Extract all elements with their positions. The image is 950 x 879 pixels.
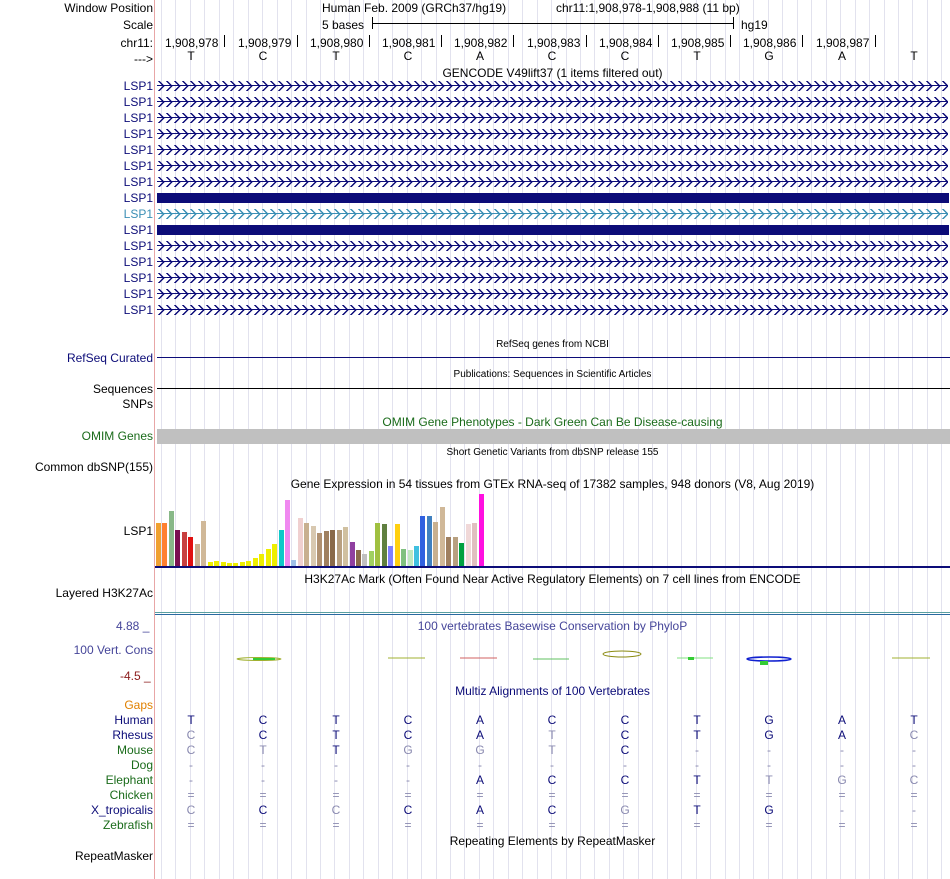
gencode-gene-feature[interactable] bbox=[157, 289, 948, 299]
alignment-base: A bbox=[475, 803, 484, 817]
omim-track-title[interactable]: OMIM Gene Phenotypes - Dark Green Can Be Disease-causing bbox=[382, 415, 723, 429]
gtex-tissue-bar[interactable] bbox=[388, 546, 393, 566]
alignment-base: = bbox=[693, 788, 701, 802]
gencode-gene-label[interactable]: LSP1 bbox=[123, 207, 153, 221]
alignment-base: A bbox=[837, 713, 846, 727]
base-letter: C bbox=[547, 49, 557, 63]
alignment-base: - bbox=[912, 743, 916, 757]
gtex-tissue-bar[interactable] bbox=[317, 533, 322, 566]
alignment-base: C bbox=[258, 728, 268, 742]
alignment-base: = bbox=[259, 818, 267, 832]
gtex-tissue-bar[interactable] bbox=[369, 551, 374, 566]
gtex-track-label[interactable]: LSP1 bbox=[123, 524, 153, 538]
refseq-line bbox=[157, 357, 950, 358]
gtex-tissue-bar[interactable] bbox=[479, 494, 484, 566]
alignment-base: = bbox=[404, 788, 412, 802]
alignment-base: - bbox=[550, 758, 554, 772]
alignment-base: G bbox=[475, 743, 485, 757]
alignment-base: C bbox=[620, 728, 630, 742]
alignment-base: C bbox=[186, 803, 196, 817]
alignment-base: - bbox=[406, 773, 410, 787]
alignment-base: - bbox=[406, 758, 410, 772]
strand-chevrons bbox=[157, 81, 948, 91]
publications-label-line2[interactable]: SNPs bbox=[122, 397, 153, 411]
chrom-label: chr11: bbox=[120, 36, 153, 50]
refseq-track-title[interactable]: RefSeq genes from NCBI bbox=[496, 339, 609, 350]
phylop-mark bbox=[603, 651, 641, 657]
alignment-base: C bbox=[186, 728, 196, 742]
multiz-species-label[interactable]: X_tropicalis bbox=[90, 803, 153, 817]
alignment-base: T bbox=[910, 713, 918, 727]
strand-chevrons bbox=[157, 305, 948, 315]
alignment-base: A bbox=[837, 728, 846, 742]
coord-tick bbox=[224, 35, 225, 47]
alignment-base: - bbox=[189, 773, 193, 787]
phylop-max-label: 4.88 _ bbox=[116, 619, 150, 633]
gtex-tissue-bar[interactable] bbox=[350, 542, 355, 566]
alignment-base: T bbox=[332, 743, 340, 757]
strand-chevrons bbox=[157, 273, 948, 283]
alignment-base: = bbox=[332, 788, 340, 802]
coord-tick bbox=[586, 35, 587, 47]
alignment-base: C bbox=[620, 743, 630, 757]
gencode-gene-label[interactable]: LSP1 bbox=[123, 95, 153, 109]
alignment-base: - bbox=[840, 758, 844, 772]
base-letter: A bbox=[475, 49, 484, 63]
gtex-tissue-bar[interactable] bbox=[182, 532, 187, 566]
window-position-label: Window Position bbox=[64, 1, 153, 15]
base-letter: T bbox=[332, 49, 340, 63]
alignment-base: = bbox=[187, 788, 195, 802]
gencode-gene-label[interactable]: LSP1 bbox=[123, 191, 153, 205]
coord-tick bbox=[875, 35, 876, 47]
label-divider bbox=[154, 0, 155, 879]
gencode-gene-feature[interactable] bbox=[157, 193, 949, 203]
gtex-tissue-bar[interactable] bbox=[324, 531, 329, 566]
coord-tick bbox=[441, 35, 442, 47]
strand-chevrons bbox=[157, 97, 948, 107]
alignment-base: C bbox=[547, 713, 557, 727]
alignment-base: = bbox=[187, 818, 195, 832]
strand-chevrons bbox=[157, 257, 948, 267]
gencode-gene-label[interactable]: LSP1 bbox=[123, 287, 153, 301]
gaps-label[interactable]: Gaps bbox=[124, 698, 153, 712]
alignment-base: = bbox=[621, 818, 629, 832]
base-letter: T bbox=[693, 49, 701, 63]
gencode-track-title[interactable]: GENCODE V49lift37 (1 items filtered out) bbox=[442, 66, 663, 80]
strand-label: ---> bbox=[134, 52, 153, 66]
gencode-gene-feature[interactable] bbox=[157, 161, 948, 171]
gencode-gene-label[interactable]: LSP1 bbox=[123, 271, 153, 285]
coord-label: 1,908,987 bbox=[816, 36, 870, 50]
gencode-gene-feature[interactable] bbox=[157, 241, 948, 251]
gtex-tissue-bar[interactable] bbox=[395, 524, 400, 566]
publications-line bbox=[157, 388, 950, 389]
omim-feature[interactable] bbox=[157, 429, 950, 444]
scale-bar bbox=[372, 23, 733, 24]
gtex-tissue-bar[interactable] bbox=[401, 549, 406, 566]
strand-chevrons bbox=[157, 129, 948, 139]
alignment-base: G bbox=[403, 743, 413, 757]
coord-tick bbox=[802, 35, 803, 47]
alignment-base: - bbox=[840, 803, 844, 817]
alignment-base: - bbox=[767, 758, 771, 772]
coord-label: 1,908,986 bbox=[743, 36, 797, 50]
phylop-graph[interactable] bbox=[155, 645, 950, 673]
alignment-base: G bbox=[837, 773, 847, 787]
phylop-mark bbox=[747, 657, 791, 661]
alignment-base: = bbox=[765, 788, 773, 802]
db-label: hg19 bbox=[741, 18, 768, 32]
gtex-baseline bbox=[155, 566, 950, 568]
gtex-tissue-bar[interactable] bbox=[375, 523, 380, 566]
gtex-tissue-bar[interactable] bbox=[343, 527, 348, 566]
alignment-base: T bbox=[693, 773, 701, 787]
phylop-track-label[interactable]: 100 Vert. Cons bbox=[73, 643, 153, 657]
gencode-gene-label[interactable]: LSP1 bbox=[123, 159, 153, 173]
gtex-tissue-bar[interactable] bbox=[156, 523, 161, 566]
refseq-track-label[interactable]: RefSeq Curated bbox=[66, 351, 153, 365]
alignment-base: - bbox=[478, 758, 482, 772]
gtex-tissue-bar[interactable] bbox=[337, 530, 342, 566]
multiz-species-label[interactable]: Elephant bbox=[105, 773, 153, 787]
gtex-tissue-bar[interactable] bbox=[266, 549, 271, 566]
gtex-tissue-bar[interactable] bbox=[414, 546, 419, 566]
alignment-base: C bbox=[403, 803, 413, 817]
alignment-base: = bbox=[693, 818, 701, 832]
gtex-tissue-bar[interactable] bbox=[304, 523, 309, 566]
alignment-base: - bbox=[695, 758, 699, 772]
gtex-tissue-bar[interactable] bbox=[420, 516, 425, 566]
gtex-tissue-bar[interactable] bbox=[408, 550, 413, 566]
position-text: chr11:1,908,978-1,908,988 (11 bp) bbox=[556, 1, 740, 15]
gtex-tissue-bar[interactable] bbox=[459, 543, 464, 566]
scale-value: 5 bases bbox=[322, 18, 365, 32]
alignment-base: = bbox=[621, 788, 629, 802]
dbsnp-track-title[interactable]: Short Genetic Variants from dbSNP release 155 bbox=[446, 447, 659, 458]
alignment-base: G bbox=[620, 803, 630, 817]
gencode-gene-feature[interactable] bbox=[157, 257, 948, 267]
alignment-base: - bbox=[261, 758, 265, 772]
strand-chevrons bbox=[157, 161, 948, 171]
alignment-base: - bbox=[912, 803, 916, 817]
gtex-tissue-bar[interactable] bbox=[382, 524, 387, 566]
alignment-base: T bbox=[332, 713, 340, 727]
gtex-bar-chart[interactable] bbox=[155, 492, 950, 566]
h3k27ac-signal-line bbox=[155, 612, 950, 613]
gtex-tissue-bar[interactable] bbox=[188, 537, 193, 566]
base-letter: T bbox=[910, 49, 918, 63]
h3k27ac-track-label[interactable]: Layered H3K27Ac bbox=[55, 586, 153, 600]
alignment-base: = bbox=[910, 818, 918, 832]
gtex-tissue-bar[interactable] bbox=[253, 558, 258, 566]
coord-label: 1,908,985 bbox=[671, 36, 725, 50]
strand-chevrons bbox=[157, 209, 948, 219]
alignment-base: C bbox=[258, 803, 268, 817]
alignment-base: T bbox=[548, 728, 556, 742]
h3k27ac-track-title[interactable]: H3K27Ac Mark (Often Found Near Active Regulatory Elements) on 7 cell lines from ENCODE bbox=[304, 572, 801, 586]
gencode-gene-label[interactable]: LSP1 bbox=[123, 111, 153, 125]
coord-label: 1,908,982 bbox=[454, 36, 508, 50]
coord-tick bbox=[730, 35, 731, 47]
alignment-base: T bbox=[332, 728, 340, 742]
phylop-track-title[interactable]: 100 vertebrates Basewise Conservation by PhyloP bbox=[417, 619, 688, 633]
assembly-text: Human Feb. 2009 (GRCh37/hg19) bbox=[322, 1, 507, 15]
coord-tick bbox=[297, 35, 298, 47]
strand-chevrons bbox=[157, 177, 948, 187]
gtex-tissue-bar[interactable] bbox=[433, 522, 438, 566]
gencode-gene-feature[interactable] bbox=[157, 97, 948, 107]
dbsnp-track-label[interactable]: Common dbSNP(155) bbox=[34, 460, 153, 474]
alignment-base: C bbox=[547, 803, 557, 817]
alignment-base: = bbox=[838, 818, 846, 832]
alignment-base: G bbox=[764, 803, 774, 817]
multiz-track-title[interactable]: Multiz Alignments of 100 Vertebrates bbox=[455, 684, 650, 698]
gencode-gene-label[interactable]: LSP1 bbox=[123, 223, 153, 237]
alignment-base: C bbox=[403, 713, 413, 727]
alignment-base: C bbox=[258, 713, 268, 727]
gtex-tissue-bar[interactable] bbox=[259, 554, 264, 566]
gtex-tissue-bar[interactable] bbox=[427, 516, 432, 566]
strand-chevrons bbox=[157, 241, 948, 251]
alignment-base: C bbox=[909, 773, 919, 787]
alignment-base: = bbox=[476, 818, 484, 832]
gencode-gene-feature[interactable] bbox=[157, 177, 948, 187]
phylop-min-label: -4.5 _ bbox=[120, 669, 151, 683]
alignment-base: - bbox=[334, 758, 338, 772]
coord-tick bbox=[513, 35, 514, 47]
gtex-tissue-bar[interactable] bbox=[330, 530, 335, 566]
gencode-gene-feature[interactable] bbox=[157, 273, 948, 283]
gencode-gene-label[interactable]: LSP1 bbox=[123, 127, 153, 141]
gtex-tissue-bar[interactable] bbox=[453, 537, 458, 566]
coord-label: 1,908,983 bbox=[527, 36, 581, 50]
gencode-gene-feature[interactable] bbox=[157, 209, 948, 219]
h3k27ac-signal-line-2 bbox=[155, 614, 950, 615]
base-letter: C bbox=[620, 49, 630, 63]
scale-label: Scale bbox=[122, 18, 153, 32]
coord-tick bbox=[658, 35, 659, 47]
phylop-mark bbox=[760, 661, 768, 665]
alignment-base: C bbox=[186, 743, 196, 757]
alignment-base: G bbox=[764, 728, 774, 742]
gencode-gene-label[interactable]: LSP1 bbox=[123, 143, 153, 157]
alignment-base: C bbox=[620, 773, 630, 787]
gtex-tissue-bar[interactable] bbox=[466, 524, 471, 566]
omim-track-label[interactable]: OMIM Genes bbox=[81, 429, 153, 443]
alignment-base: = bbox=[910, 788, 918, 802]
phylop-mark bbox=[688, 657, 694, 660]
alignment-base: A bbox=[475, 728, 484, 742]
gencode-gene-feature[interactable] bbox=[157, 113, 948, 123]
multiz-species-label[interactable]: Dog bbox=[130, 758, 153, 772]
gtex-tissue-bar[interactable] bbox=[311, 526, 316, 566]
base-letter: T bbox=[187, 49, 195, 63]
alignment-base: T bbox=[693, 803, 701, 817]
gtex-tissue-bar[interactable] bbox=[175, 530, 180, 566]
gtex-tissue-bar[interactable] bbox=[356, 550, 361, 566]
alignment-base: - bbox=[623, 758, 627, 772]
base-letter: A bbox=[837, 49, 846, 63]
gencode-gene-feature[interactable] bbox=[157, 305, 948, 315]
gencode-gene-feature[interactable] bbox=[157, 129, 948, 139]
gtex-tissue-bar[interactable] bbox=[201, 521, 206, 566]
alignment-base: = bbox=[332, 818, 340, 832]
gencode-gene-label[interactable]: LSP1 bbox=[123, 239, 153, 253]
multiz-species-label[interactable]: Human bbox=[114, 713, 153, 727]
alignment-base: G bbox=[764, 713, 774, 727]
base-letter: G bbox=[764, 49, 774, 63]
alignment-base: T bbox=[765, 773, 773, 787]
phylop-mark bbox=[253, 658, 275, 660]
gtex-tissue-bar[interactable] bbox=[440, 507, 445, 566]
gtex-tissue-bar[interactable] bbox=[285, 500, 290, 566]
gencode-gene-label[interactable]: LSP1 bbox=[123, 79, 153, 93]
scale-bar-right-tick bbox=[733, 17, 734, 29]
alignment-base: = bbox=[548, 818, 556, 832]
alignment-base: = bbox=[259, 788, 267, 802]
multiz-species-label[interactable]: Zebrafish bbox=[102, 818, 153, 832]
alignment-base: T bbox=[693, 713, 701, 727]
alignment-base: A bbox=[475, 713, 484, 727]
alignment-base: C bbox=[403, 728, 413, 742]
alignment-base: C bbox=[331, 803, 341, 817]
gencode-gene-feature[interactable] bbox=[157, 145, 948, 155]
alignment-base: - bbox=[767, 743, 771, 757]
alignment-base: C bbox=[547, 773, 557, 787]
alignment-base: = bbox=[838, 788, 846, 802]
gencode-gene-label[interactable]: LSP1 bbox=[123, 175, 153, 189]
alignment-base: C bbox=[909, 728, 919, 742]
multiz-species-label[interactable]: Chicken bbox=[109, 788, 153, 802]
alignment-base: A bbox=[475, 773, 484, 787]
coord-label: 1,908,980 bbox=[310, 36, 364, 50]
alignment-base: - bbox=[695, 743, 699, 757]
alignment-base: T bbox=[548, 743, 556, 757]
alignment-base: - bbox=[334, 773, 338, 787]
repeatmasker-track-title[interactable]: Repeating Elements by RepeatMasker bbox=[449, 834, 656, 848]
alignment-base: = bbox=[404, 818, 412, 832]
gencode-gene-label[interactable]: LSP1 bbox=[123, 255, 153, 269]
gencode-gene-label[interactable]: LSP1 bbox=[123, 303, 153, 317]
gtex-track-title[interactable]: Gene Expression in 54 tissues from GTEx RNA-seq of 17382 samples, 948 donors (V8, Aug 2019) bbox=[290, 477, 815, 491]
gtex-tissue-bar[interactable] bbox=[169, 511, 174, 566]
alignment-base: = bbox=[548, 788, 556, 802]
coord-label: 1,908,984 bbox=[599, 36, 653, 50]
gtex-tissue-bar[interactable] bbox=[162, 523, 167, 566]
gtex-tissue-bar[interactable] bbox=[472, 523, 477, 566]
alignment-base: T bbox=[693, 728, 701, 742]
alignment-base: = bbox=[476, 788, 484, 802]
base-letter: C bbox=[258, 49, 268, 63]
gtex-tissue-bar[interactable] bbox=[279, 530, 284, 566]
gtex-tissue-bar[interactable] bbox=[298, 518, 303, 566]
alignment-base: T bbox=[187, 713, 195, 727]
strand-chevrons bbox=[157, 145, 948, 155]
alignment-base: - bbox=[261, 773, 265, 787]
gtex-tissue-bar[interactable] bbox=[446, 537, 451, 566]
strand-chevrons bbox=[157, 289, 948, 299]
strand-chevrons bbox=[157, 113, 948, 123]
multiz-species-label[interactable]: Rhesus bbox=[112, 728, 153, 742]
publications-track-title[interactable]: Publications: Sequences in Scientific Articles bbox=[453, 369, 652, 380]
alignment-base: - bbox=[840, 743, 844, 757]
coord-tick bbox=[369, 35, 370, 47]
gtex-tissue-bar[interactable] bbox=[195, 544, 200, 566]
publications-label-line1[interactable]: Sequences bbox=[92, 382, 153, 396]
repeatmasker-track-label[interactable]: RepeatMasker bbox=[74, 849, 153, 863]
alignment-base: C bbox=[620, 713, 630, 727]
coord-label: 1,908,978 bbox=[165, 36, 219, 50]
gtex-tissue-bar[interactable] bbox=[272, 544, 277, 566]
coord-label: 1,908,981 bbox=[382, 36, 436, 50]
coord-label: 1,908,979 bbox=[238, 36, 292, 50]
alignment-base: - bbox=[189, 758, 193, 772]
gtex-tissue-bar[interactable] bbox=[362, 554, 367, 566]
alignment-base: = bbox=[765, 818, 773, 832]
multiz-species-label[interactable]: Mouse bbox=[116, 743, 153, 757]
base-letter: C bbox=[403, 49, 413, 63]
alignment-base: - bbox=[912, 758, 916, 772]
gencode-gene-feature[interactable] bbox=[157, 81, 948, 91]
alignment-base: T bbox=[259, 743, 267, 757]
gencode-gene-feature[interactable] bbox=[157, 225, 949, 235]
